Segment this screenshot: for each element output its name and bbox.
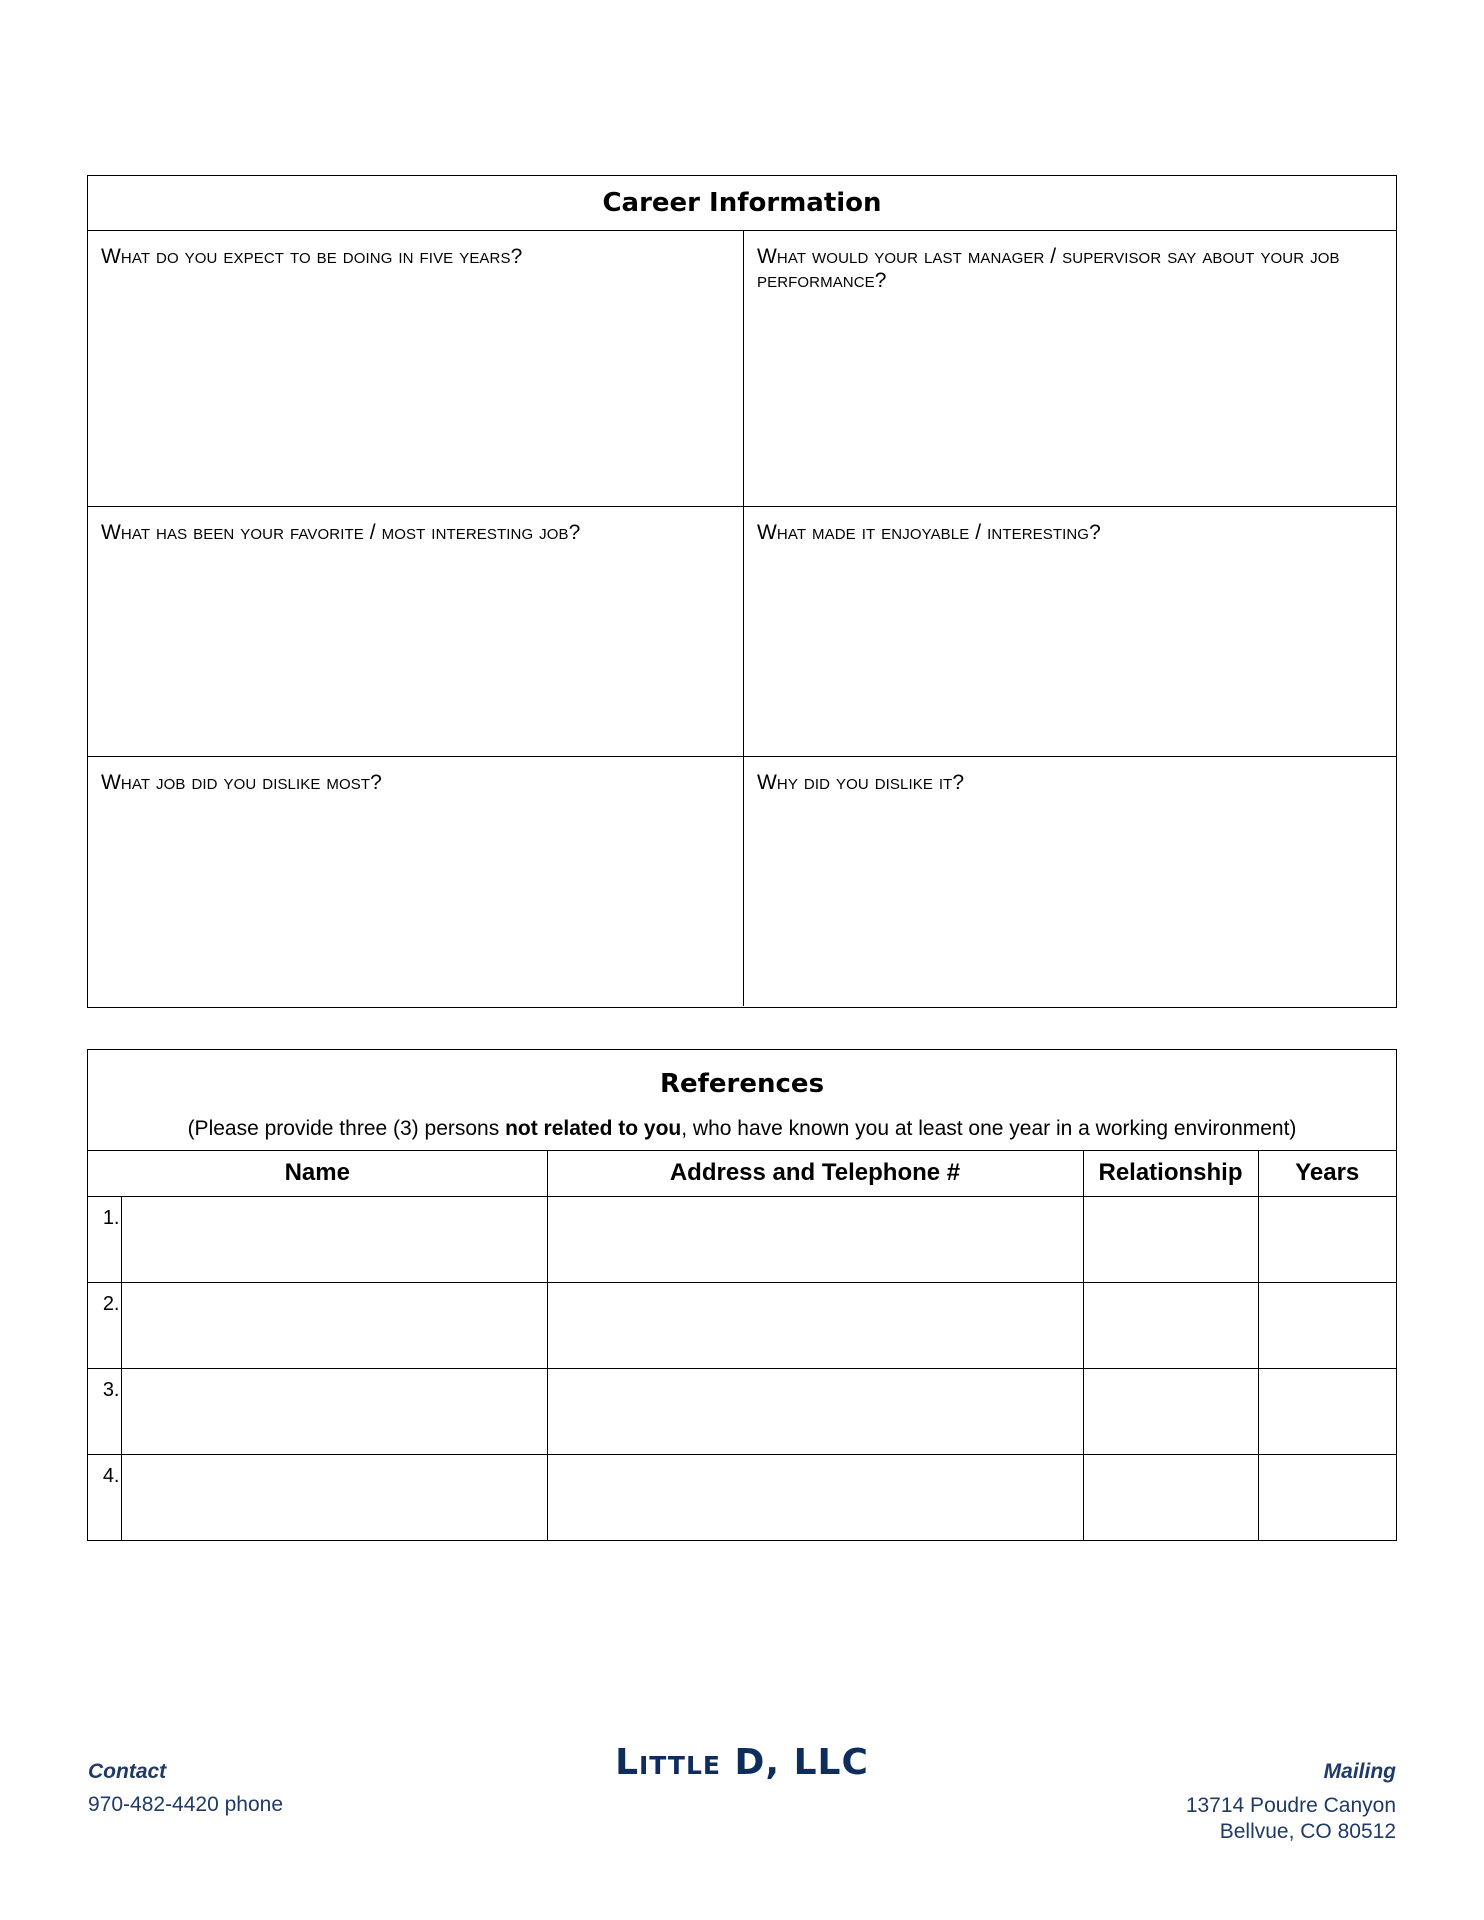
- references-note-start: (Please provide three (3) persons: [187, 1117, 506, 1140]
- name-cell[interactable]: [121, 1454, 547, 1540]
- question-disliked-job[interactable]: What job did you dislike most?: [101, 771, 382, 794]
- references-note-emphasis: not related to you: [505, 1117, 682, 1140]
- relationship-cell[interactable]: [1083, 1454, 1258, 1540]
- footer-mailing-label: Mailing: [1323, 1760, 1396, 1783]
- references-title: References: [659, 1069, 825, 1099]
- address-line-1: 13714 Poudre Canyon: [1185, 1794, 1396, 1817]
- career-information-title: Career Information: [88, 176, 1396, 231]
- question-row: [88, 507, 1396, 757]
- question-favorite-job[interactable]: What has been your favorite / most interesting job?: [101, 521, 581, 544]
- question-five-years[interactable]: What do you expect to be doing in five years?: [101, 245, 523, 268]
- footer-address: [1186, 1793, 1396, 1845]
- name-cell[interactable]: [121, 1368, 547, 1454]
- table-row: [88, 1454, 1396, 1540]
- question-row: [88, 231, 1396, 507]
- footer-phone: 970-482-4420 phone: [88, 1793, 284, 1816]
- years-cell[interactable]: [1258, 1282, 1396, 1368]
- relationship-cell[interactable]: [1083, 1368, 1258, 1454]
- row-number: 2.: [88, 1282, 121, 1368]
- relationship-cell[interactable]: [1083, 1196, 1258, 1282]
- column-header-address: Address and Telephone #: [547, 1151, 1083, 1196]
- company-logo: Little D, LLC: [615, 1742, 869, 1783]
- references-header-row: [88, 1151, 1396, 1196]
- row-number: 4.: [88, 1454, 121, 1540]
- row-number: 3.: [88, 1368, 121, 1454]
- years-cell[interactable]: [1258, 1368, 1396, 1454]
- years-cell[interactable]: [1258, 1454, 1396, 1540]
- row-number: 1.: [102, 1206, 120, 1229]
- references-header: [88, 1050, 1396, 1151]
- question-what-made-enjoyable[interactable]: What made it enjoyable / interesting?: [743, 507, 1396, 756]
- address-cell[interactable]: [547, 1454, 1083, 1540]
- question-row: [88, 757, 1396, 1006]
- question-why-disliked[interactable]: Why did you dislike it?: [743, 757, 1396, 1006]
- references-note-end: , who have known you at least one year in a working environment): [681, 1117, 1297, 1140]
- references-table: [88, 1151, 1396, 1540]
- table-row: [88, 1368, 1396, 1454]
- question-manager-opinion[interactable]: What would your last manager / supervisor say about your job performance?: [743, 231, 1396, 506]
- column-header-relationship: Relationship: [1083, 1151, 1258, 1196]
- references-instructions: [88, 1117, 1396, 1141]
- column-header-name: Name: [88, 1151, 547, 1196]
- table-row: [88, 1196, 1396, 1282]
- name-cell[interactable]: [121, 1282, 547, 1368]
- address-cell[interactable]: [547, 1368, 1083, 1454]
- address-line-2: Bellvue, CO 80512: [1219, 1820, 1396, 1843]
- relationship-cell[interactable]: [1083, 1282, 1258, 1368]
- career-information-section: [87, 175, 1397, 1008]
- years-cell[interactable]: [1258, 1196, 1396, 1282]
- footer-contact-label: Contact: [88, 1760, 167, 1783]
- table-row: [88, 1282, 1396, 1368]
- name-cell[interactable]: [121, 1196, 547, 1282]
- column-header-years: Years: [1258, 1151, 1396, 1196]
- references-section: [87, 1049, 1397, 1541]
- address-cell[interactable]: [547, 1196, 1083, 1282]
- address-cell[interactable]: [547, 1282, 1083, 1368]
